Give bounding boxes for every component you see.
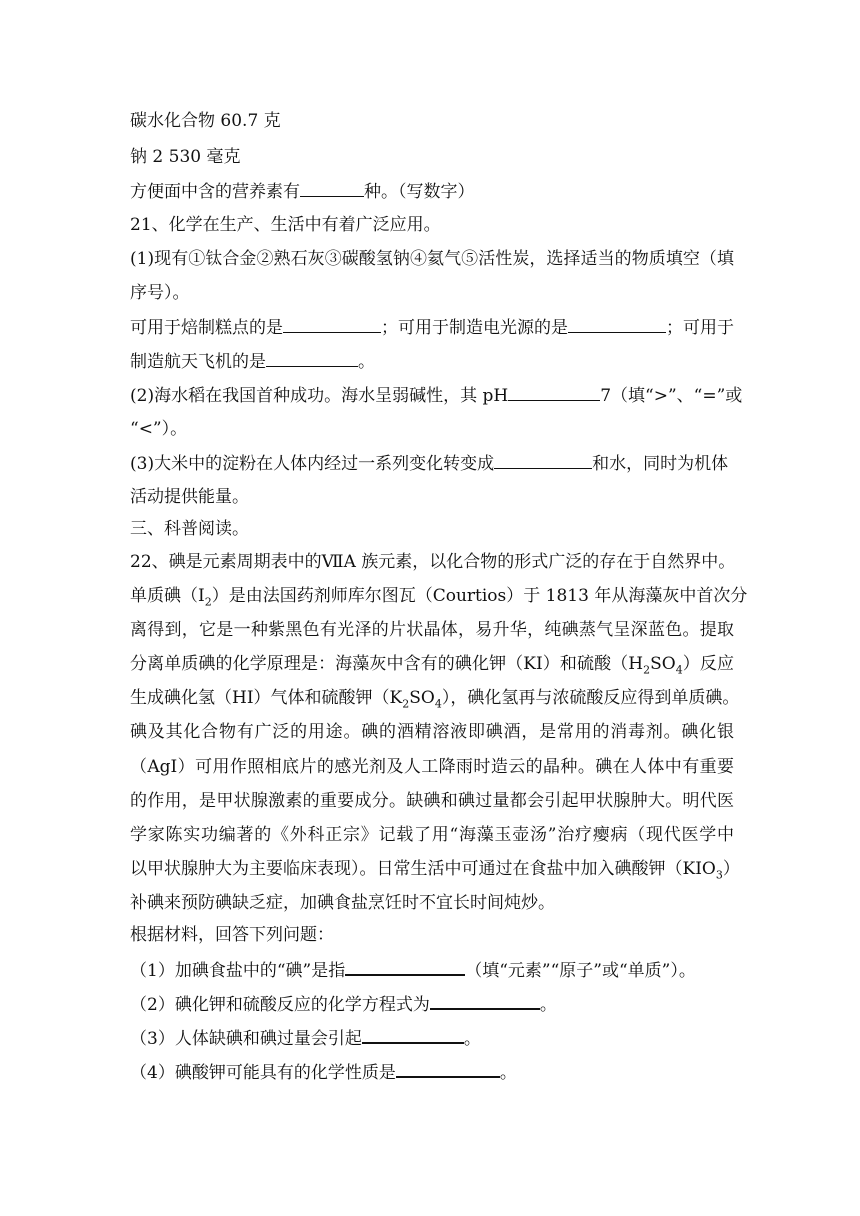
answer-blank[interactable]	[508, 384, 600, 401]
q22-line-4: 分离单质碘的化学原理是：海藻灰中含有的碘化钾（KI）和硫酸$(H_2SO_4)$反应	[130, 654, 734, 677]
q22-line-3: 离得到，它是一种紫黑色有光泽的片状晶体，易升华，纯碘蒸气呈深蓝色。提取	[130, 620, 734, 640]
q21-part3-line1: (3)大米中的淀粉在人体内经过一系列变化转变成 和水，同时为机体	[130, 454, 729, 474]
q22-line-11: 补碘来预防碘缺乏症，加碘食盐烹饪时不宜长时间炖炒。	[130, 893, 555, 913]
q22-line-5: 生成碘化氢（HI）气体和硫酸钾$(K_2SO_4)$，碘化氢再与浓硫酸反应得到单质碘。	[130, 688, 740, 711]
q22-line-1: 22、碘是元素周期表中的ⅦA 族元素，以化合物的形式广泛的存在于自然界中。	[130, 552, 736, 572]
answer-blank[interactable]	[568, 316, 666, 333]
q22-question-1: （1）加碘食盐中的“碘”是指 （填“元素”“原子”或“单质”）。	[130, 958, 734, 982]
answer-blank[interactable]	[300, 180, 364, 197]
answer-blank[interactable]	[430, 992, 540, 1010]
answer-blank[interactable]	[494, 452, 592, 469]
q21-part3-line2: 活动提供能量。	[130, 487, 249, 507]
q22-line-8: 的作用，是甲状腺激素的重要成分。缺碘和碘过量都会引起甲状腺肿大。明代医	[130, 791, 734, 811]
q22-line-2: 单质碘$(I_2)$是由法国药剂师库尔图瓦（Courtios）于 1813 年从海藻灰中首次分	[130, 586, 748, 609]
q22-prompt: 根据材料，回答下列问题：	[130, 925, 334, 945]
q21-part1-blanks-line1: 可用于焙制糕点的是 ；可用于制造电光源的是 ；可用于	[130, 318, 734, 338]
q22-line-7: （AgI）可用作照相底片的感光剂及人工降雨时造云的晶种。碘在人体中有重要	[130, 757, 734, 777]
q22-question-4: （4）碘酸钾可能具有的化学性质是 。	[130, 1060, 734, 1084]
q21-part1-line1: (1)现有①钛合金②熟石灰③碳酸氢钠④氦气⑤活性炭，选择适当的物质填空（填	[130, 249, 734, 269]
q21-title: 21、化学在生产、生活中有着广泛应用。	[130, 215, 441, 235]
q22-line-9: 学家陈实功编著的《外科正宗》记载了用“海藻玉壶汤”治疗瘿病（现代医学中	[130, 825, 734, 845]
q20-tail: 方便面中含的营养素有 种。（写数字）	[130, 182, 475, 202]
q22-question-3: （3）人体缺碘和碘过量会引起 。	[130, 1026, 734, 1050]
nutrition-sodium: 钠 2 530 毫克	[130, 147, 241, 167]
q22-line-6: 碘及其化合物有广泛的用途。碘的酒精溶液即碘酒，是常用的消毒剂。碘化银	[130, 722, 734, 742]
answer-blank[interactable]	[345, 958, 465, 976]
q21-part2-line1: (2)海水稻在我国首种成功。海水呈弱碱性，其 pH 7（填“>”、“=”或	[130, 386, 743, 406]
answer-blank[interactable]	[396, 1060, 500, 1078]
q21-part1-line2: 序号）。	[130, 283, 190, 303]
answer-blank[interactable]	[266, 350, 358, 367]
answer-blank[interactable]	[362, 1026, 464, 1044]
q21-part2-line2: “<”）。	[130, 419, 188, 439]
answer-blank[interactable]	[283, 316, 381, 333]
q21-part1-blanks-line2: 制造航天飞机的是 。	[130, 352, 375, 372]
nutrition-carbs: 碳水化合物 60.7 克	[130, 111, 281, 131]
section3-title: 三、科普阅读。	[130, 519, 249, 539]
q22-line-10: 以甲状腺肿大为主要临床表现）。日常生活中可通过在食盐中加入碘酸钾$(KIO_3)$	[130, 859, 740, 882]
q22-question-2: （2）碘化钾和硫酸反应的化学方程式为 。	[130, 992, 734, 1016]
